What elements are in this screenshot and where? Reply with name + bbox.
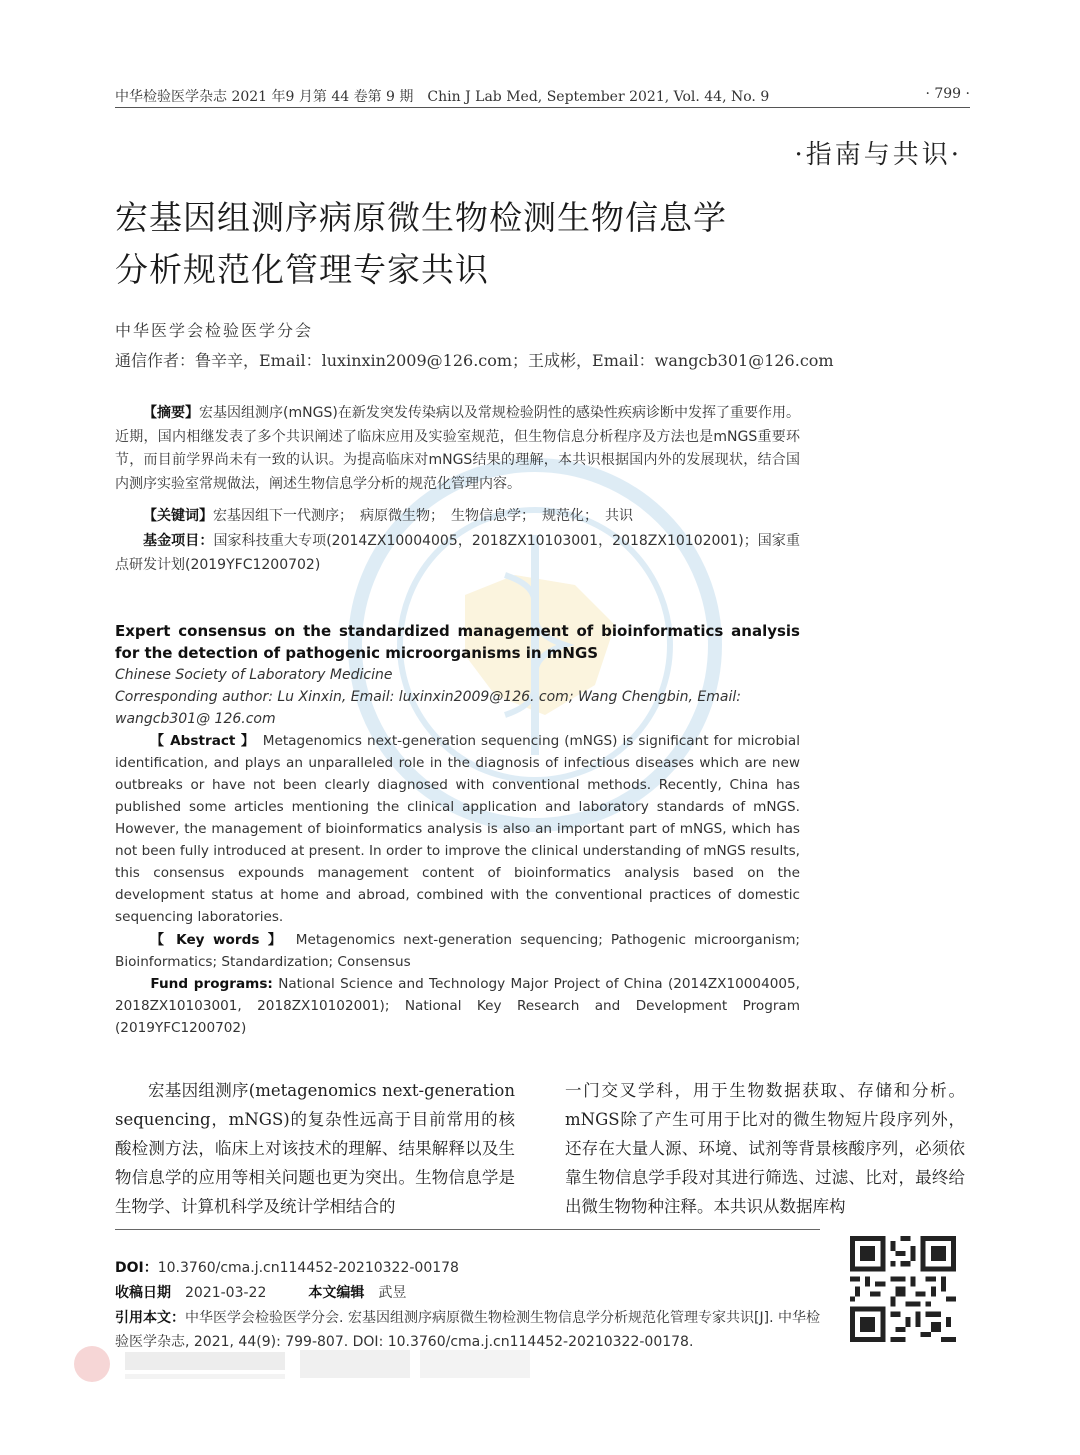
chinese-fund (115, 530, 800, 577)
doi-value: 10.3760/cma.j.cn114452-20210322-00178 (157, 1260, 459, 1276)
citation: 引用本文：中华医学会检验医学分会. 宏基因组测序病原微生物检测生物信息学分析规范化管理专家共识[J]. 中华检验医学杂志, 2021, 44(9): 799-807. DOI: 10.3760/cma.j.cn114452-20210322-00178. (115, 1310, 820, 1350)
citation-text: 中华医学会检验医学分会. 宏基因组测序病原微生物检测生物信息学分析规范化管理专家共识[J]. 中华检验医学杂志, 2021, 44(9): 799-807. DOI: 10.3760/cma.j.cn114452-20210322-00178. (115, 1310, 820, 1350)
english-title: Expert consensus on the standardized management of bioinformatics analysis for the detection of pathogenic microorganisms in mNGS (115, 622, 800, 662)
title-line-1: 宏基因组测序病原微生物检测生物信息学 (115, 198, 727, 237)
editor-name: 武昱 (378, 1285, 407, 1301)
article-title (115, 192, 835, 296)
keywords-label-en: 【 Key words 】 (150, 932, 279, 948)
keywords-text-cn: 宏基因组下一代测序； 病原微生物； 生物信息学； 规范化； 共识 (213, 508, 633, 524)
fund-text-en: National Science and Technology Major Project of China (2014ZX10004005, 2018ZX10103001, 2018ZX10102001); National Key Research and Development Program (2019YFC1200702) (115, 976, 800, 1036)
english-organization: Chinese Society of Laboratory Medicine (115, 667, 393, 683)
fund-label-en: Fund programs: (150, 976, 273, 992)
abstract-text-cn: 宏基因组测序(mNGS)在新发突发传染病以及常规检验阴性的感染性疾病诊断中发挥了重要作用。近期，国内相继发表了多个共识阐述了临床应用及实验室规范，但生物信息分析程序及方法也是mNGS重要环节，而目前学界尚未有一致的认识。为提高临床对mNGS结果的理解，本共识根据国内外的发展现状，结合国内测序实验室常规做法，阐述生物信息学分析的规范化管理内容。 (115, 405, 800, 492)
abstract-label-cn: 【摘要】 (143, 405, 200, 421)
title-line-2: 分析规范化管理专家共识 (115, 250, 489, 289)
abstract-text-en: Metagenomics next-generation sequencing (mNGS) is significant for microbial identification, and plays an unparalleled role in the diagnosis of infectious diseases which are new outbreaks or have not been clearly diagnosed with conventional methods. Recently, China has published some articles mentioning the clinical application and laboratory standards of mNGS. However, the management of bioinformatics analysis is also an important part of mNGS, which has not been fully introduced at present. In order to improve the clinical understanding of mNGS results, this consensus expounds management content of bioinformatics analysis based on the development status at home and abroad, combined with the conventional practices of domestic sequencing laboratories. (115, 733, 800, 925)
corresponding-authors: 通信作者：鲁辛辛，Email：luxinxin2009@126.com；王成彬，Email：wangcb301@126.com (115, 351, 834, 370)
article-category: ·指南与共识· (794, 140, 962, 170)
chinese-keywords (115, 505, 800, 529)
journal-citation-header: 中华检验医学杂志 2021 年9 月第 44 卷第 9 期 Chin J Lab Med, September 2021, Vol. 44, No. 9 (115, 89, 770, 105)
english-abstract (115, 730, 800, 928)
footnote-divider (115, 1229, 820, 1230)
qr-code (848, 1236, 958, 1342)
english-corresponding: Corresponding author: Lu Xinxin, Email: luxinxin2009@126. com; Wang Chengbin, Email: wangcb301@ 126.com (115, 689, 741, 727)
english-keywords (115, 929, 800, 973)
keywords-label-cn: 【关键词】 (143, 508, 213, 524)
fund-text-cn: 国家科技重大专项(2014ZX10004005，2018ZX10103001，2018ZX10102001)；国家重点研发计划(2019YFC1200702) (115, 533, 800, 573)
english-fund (115, 973, 800, 1039)
doi-line: DOI：10.3760/cma.j.cn114452-20210322-00178 (115, 1260, 459, 1276)
body-text-left-column: 宏基因组测序(metagenomics next-generation sequencing，mNGS)的复杂性远高于目前常用的核酸检测方法，临床上对该技术的理解、结果解释以及生物信息学的应用等相关问题也更为突出。生物信息学是生物学、计算机科学及统计学相结合的 (115, 1081, 515, 1216)
received-editor-line: 收稿日期 2021-03-22 本文编辑 武昱 (115, 1285, 407, 1301)
body-text-right-column: 一门交叉学科，用于生物数据获取、存储和分析。mNGS除了产生可用于比对的微生物短片段序列外，还存在大量人源、环境、试剂等背景核酸序列，必须依靠生物信息学手段对其进行筛选、过滤、比对，最终给出微生物物种注释。本共识从数据库构 (565, 1081, 965, 1216)
author-organization: 中华医学会检验医学分会 (115, 321, 314, 340)
fund-label-cn: 基金项目： (143, 533, 214, 549)
chinese-abstract (115, 402, 800, 496)
publisher-logo-watermark (70, 1342, 550, 1388)
keywords-text-en: Metagenomics next-generation sequencing; Pathogenic microorganism; Bioinformatics; Standardization; Consensus (115, 932, 801, 970)
page-number: · 799 · (925, 86, 970, 102)
running-header (115, 85, 970, 108)
received-date: 2021-03-22 (185, 1285, 267, 1301)
abstract-label-en: 【 Abstract 】 (150, 733, 249, 749)
